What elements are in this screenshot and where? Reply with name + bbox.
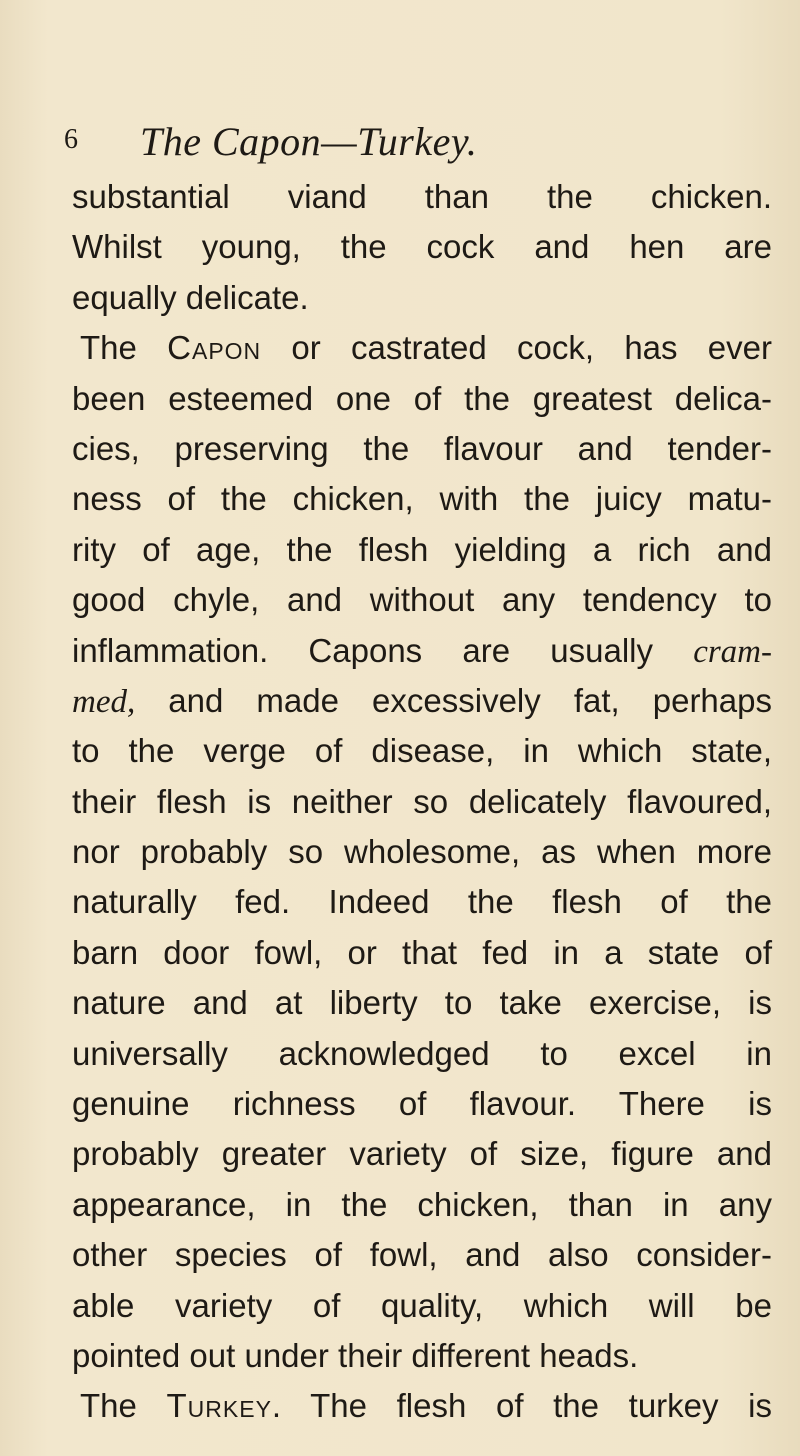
text-line-12: to the verge of disease, in which state,: [72, 732, 772, 770]
text-line-20: probably greater variety of size, figure and: [72, 1135, 772, 1173]
text-line-10: [72, 626, 772, 676]
text-line-21: appearance, in the chicken, than in any: [72, 1185, 772, 1223]
text-line-25: [72, 1381, 772, 1431]
text-line-19: genuine richness of flavour. There is: [72, 1085, 772, 1123]
text-line-6: cies, preserving the flavour and tender-: [72, 429, 772, 467]
page-number: 6: [64, 124, 78, 155]
text-run: . The flesh of the turkey is: [271, 1387, 772, 1425]
text-line-16: barn door fowl, or that fed in a state of: [72, 933, 772, 971]
text-line-3: equally delicate.: [72, 278, 309, 316]
text-run: and made excessively fat, perhaps: [135, 681, 772, 719]
text-line-5: been esteemed one of the greatest delica-: [72, 379, 772, 417]
body-text: [72, 172, 772, 1432]
text-line-8: rity of age, the flesh yielding a rich and: [72, 530, 772, 568]
text-line-23: able variety of quality, which will be: [72, 1286, 772, 1324]
crammed-term-end: med,: [72, 683, 136, 720]
text-run: The: [80, 329, 168, 367]
running-head: The Capon—Turkey.: [140, 119, 478, 164]
text-line-1: substantial viand than the chicken.: [72, 178, 772, 215]
text-line-24: pointed out under their different heads.: [72, 1336, 639, 1374]
text-run: The: [80, 1387, 167, 1425]
text-line-17: nature and at liberty to take exercise, is: [72, 984, 772, 1022]
text-line-13: their flesh is neither so delicately flavoured,: [72, 782, 772, 820]
text-line-14: nor probably so wholesome, as when more: [72, 833, 772, 871]
text-line-18: universally acknowledged to excel in: [72, 1034, 772, 1072]
text-run: or castrated cock, has ever: [261, 329, 772, 367]
text-line-7: ness of the chicken, with the juicy matu-: [72, 480, 772, 518]
text-line-15: naturally fed. Indeed the flesh of the: [72, 883, 772, 921]
turkey-term: Turkey: [166, 1387, 272, 1425]
text-line-22: other species of fowl, and also consider-: [72, 1236, 772, 1274]
capon-term: Capon: [167, 329, 262, 367]
text-line-9: good chyle, and without any tendency to: [72, 581, 772, 619]
text-line-11: [72, 676, 772, 726]
text-line-4: [72, 323, 772, 373]
text-line-2: Whilst young, the cock and hen are: [72, 228, 772, 266]
text-run: inflammation. Capons are usually: [72, 631, 694, 669]
crammed-term: cram-: [693, 633, 772, 670]
